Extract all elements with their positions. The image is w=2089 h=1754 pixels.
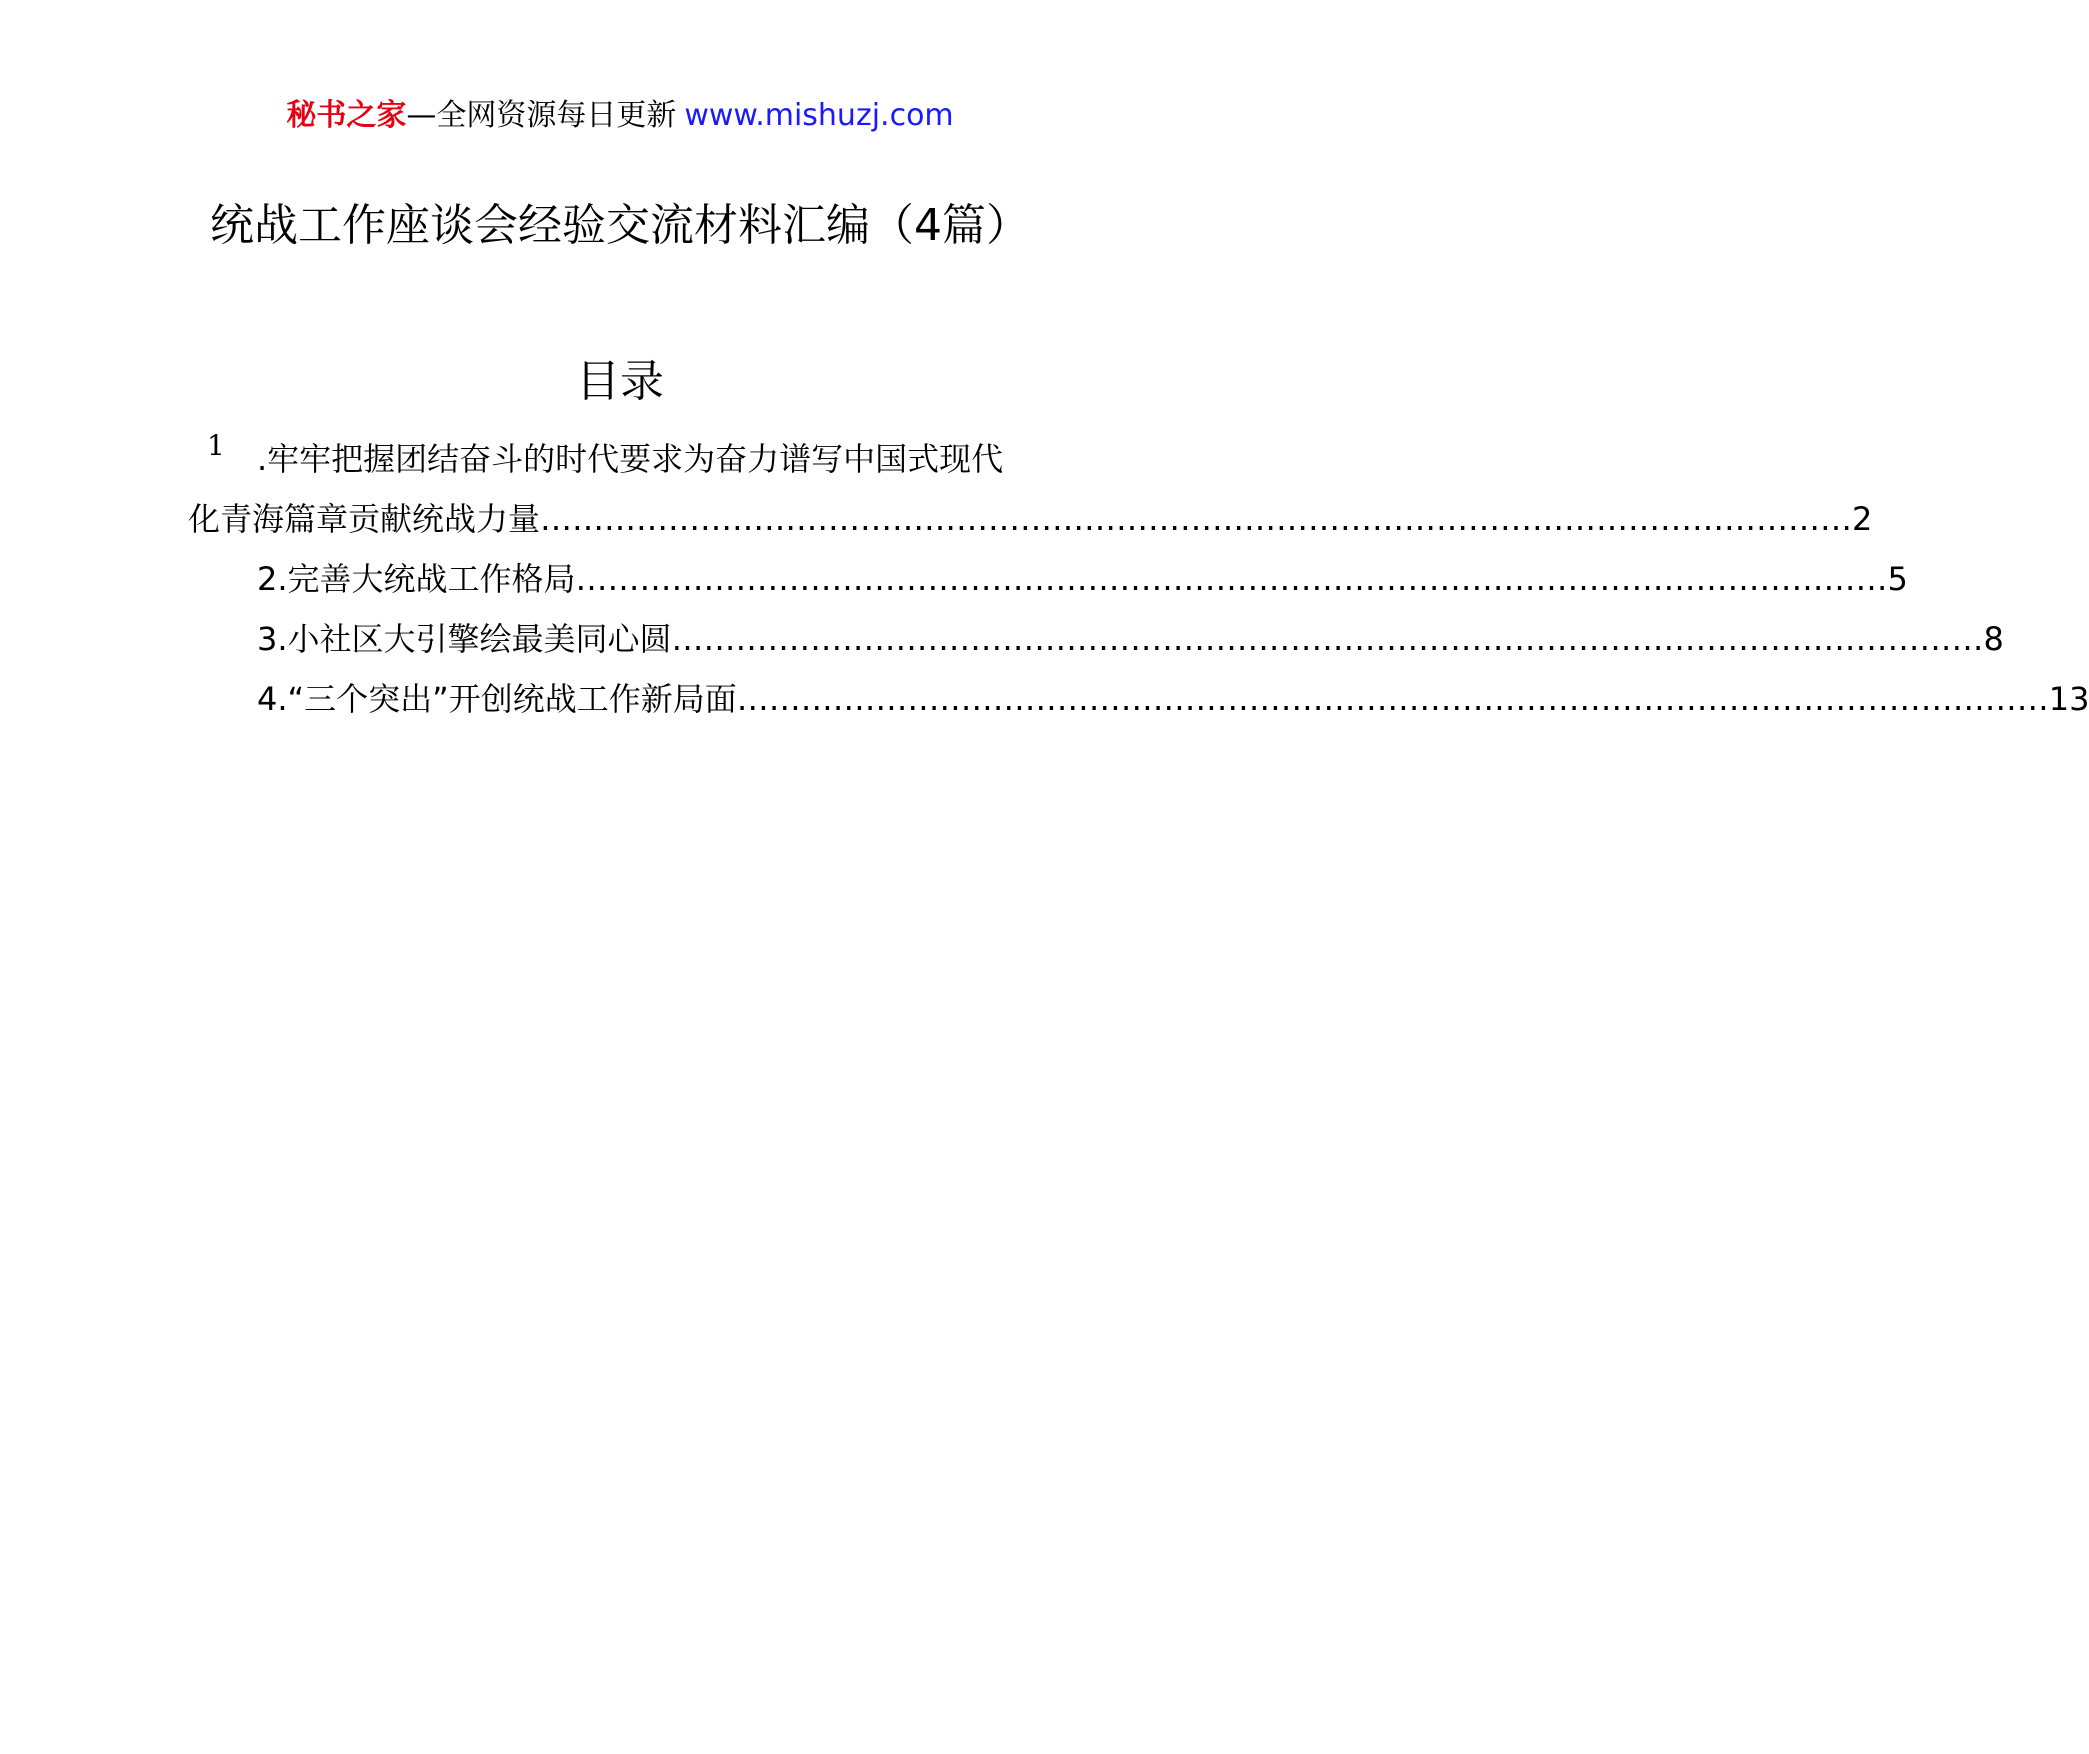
toc-entry-row	[257, 554, 1908, 604]
toc-leader-dots: ……………………………………………………………………………………………………………	[540, 500, 1853, 538]
toc-item-3-page: 8	[1983, 620, 2004, 658]
document-title: 统战工作座谈会经验交流材料汇编（4篇）	[210, 200, 1030, 251]
toc-item-2-page: 5	[1887, 560, 1908, 598]
toc-item-1-text-part2: 化青海篇章贡献统战力量	[188, 500, 541, 538]
toc-item-1-line-1[interactable]	[257, 434, 1039, 484]
toc-leader-dots: ……………………………………………………………………………………………………………	[575, 560, 1888, 598]
toc-item-2[interactable]	[257, 554, 1908, 604]
toc-item-1-line-2[interactable]	[188, 494, 1873, 544]
toc-leader-dots: ……………………………………………………………………………………………………………	[671, 620, 1984, 658]
site-header	[0, 96, 1240, 136]
toc-item-4-text: 4.“三个突出”开创统战工作新局面	[257, 680, 737, 718]
toc-entry-row	[257, 614, 2004, 664]
toc-item-1-page: 2	[1852, 500, 1873, 538]
toc-item-3-text: 3.小社区大引擎绘最美同心圆	[257, 620, 672, 658]
toc-item-1-text-part1: .牢牢把握团结奋斗的时代要求为奋力谱写中国式现代	[257, 440, 1004, 478]
toc-item-4[interactable]	[257, 674, 2089, 724]
site-brand: 秘书之家	[286, 98, 407, 133]
toc-item-2-text: 2.完善大统战工作格局	[257, 560, 576, 598]
site-url-link[interactable]: www.mishuzj.com	[684, 98, 954, 133]
toc-entry-row	[188, 494, 1873, 544]
toc-heading: 目录	[576, 356, 664, 407]
toc-item-4-page: 13	[2048, 680, 2089, 718]
site-slogan: —全网资源每日更新	[406, 98, 677, 133]
toc-entry-row	[257, 674, 2089, 724]
toc-leader-dots: ……………………………………………………………………………………………………………	[736, 680, 2049, 718]
toc-item-3[interactable]	[257, 614, 2004, 664]
stray-list-number: 1	[207, 429, 225, 462]
